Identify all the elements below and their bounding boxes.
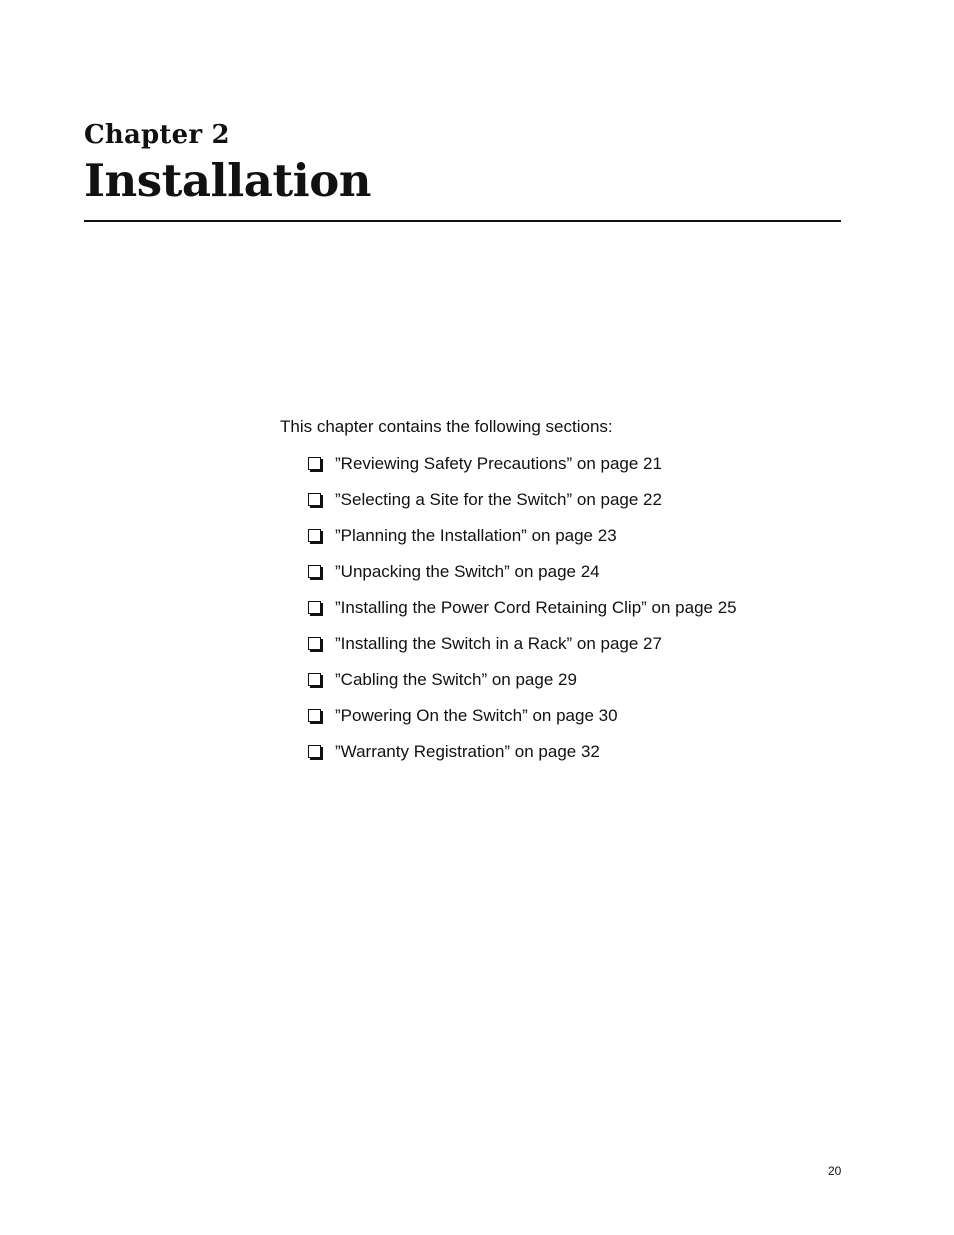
list-item	[308, 734, 737, 770]
section-link[interactable]: ”Reviewing Safety Precautions” on page 21	[335, 454, 662, 473]
chapter-title: Installation	[84, 154, 372, 207]
checkbox-icon	[308, 709, 321, 722]
intro-text: This chapter contains the following sections:	[280, 417, 613, 436]
checkbox-icon	[308, 493, 321, 506]
checkbox-icon	[308, 457, 321, 470]
list-item	[308, 662, 737, 698]
section-link[interactable]: ”Installing the Power Cord Retaining Clip” on page 25	[335, 598, 737, 617]
section-list	[308, 453, 737, 777]
list-item	[308, 446, 737, 482]
list-item	[308, 518, 737, 554]
checkbox-icon	[308, 529, 321, 542]
title-rule	[84, 220, 841, 222]
section-link[interactable]: ”Planning the Installation” on page 23	[335, 526, 617, 545]
checkbox-icon	[308, 673, 321, 686]
section-link[interactable]: ”Unpacking the Switch” on page 24	[335, 562, 600, 581]
list-item	[308, 554, 737, 590]
checkbox-icon	[308, 637, 321, 650]
section-link[interactable]: ”Powering On the Switch” on page 30	[335, 706, 618, 725]
list-item	[308, 626, 737, 662]
section-link[interactable]: ”Installing the Switch in a Rack” on page 27	[335, 634, 662, 653]
chapter-label: Chapter 2	[84, 120, 230, 150]
list-item	[308, 698, 737, 734]
section-link[interactable]: ”Warranty Registration” on page 32	[335, 742, 600, 761]
checkbox-icon	[308, 745, 321, 758]
checkbox-icon	[308, 601, 321, 614]
section-link[interactable]: ”Cabling the Switch” on page 29	[335, 670, 577, 689]
page-number: 20	[828, 1164, 842, 1178]
checkbox-icon	[308, 565, 321, 578]
list-item	[308, 482, 737, 518]
list-item	[308, 590, 737, 626]
section-link[interactable]: ”Selecting a Site for the Switch” on page 22	[335, 490, 662, 509]
